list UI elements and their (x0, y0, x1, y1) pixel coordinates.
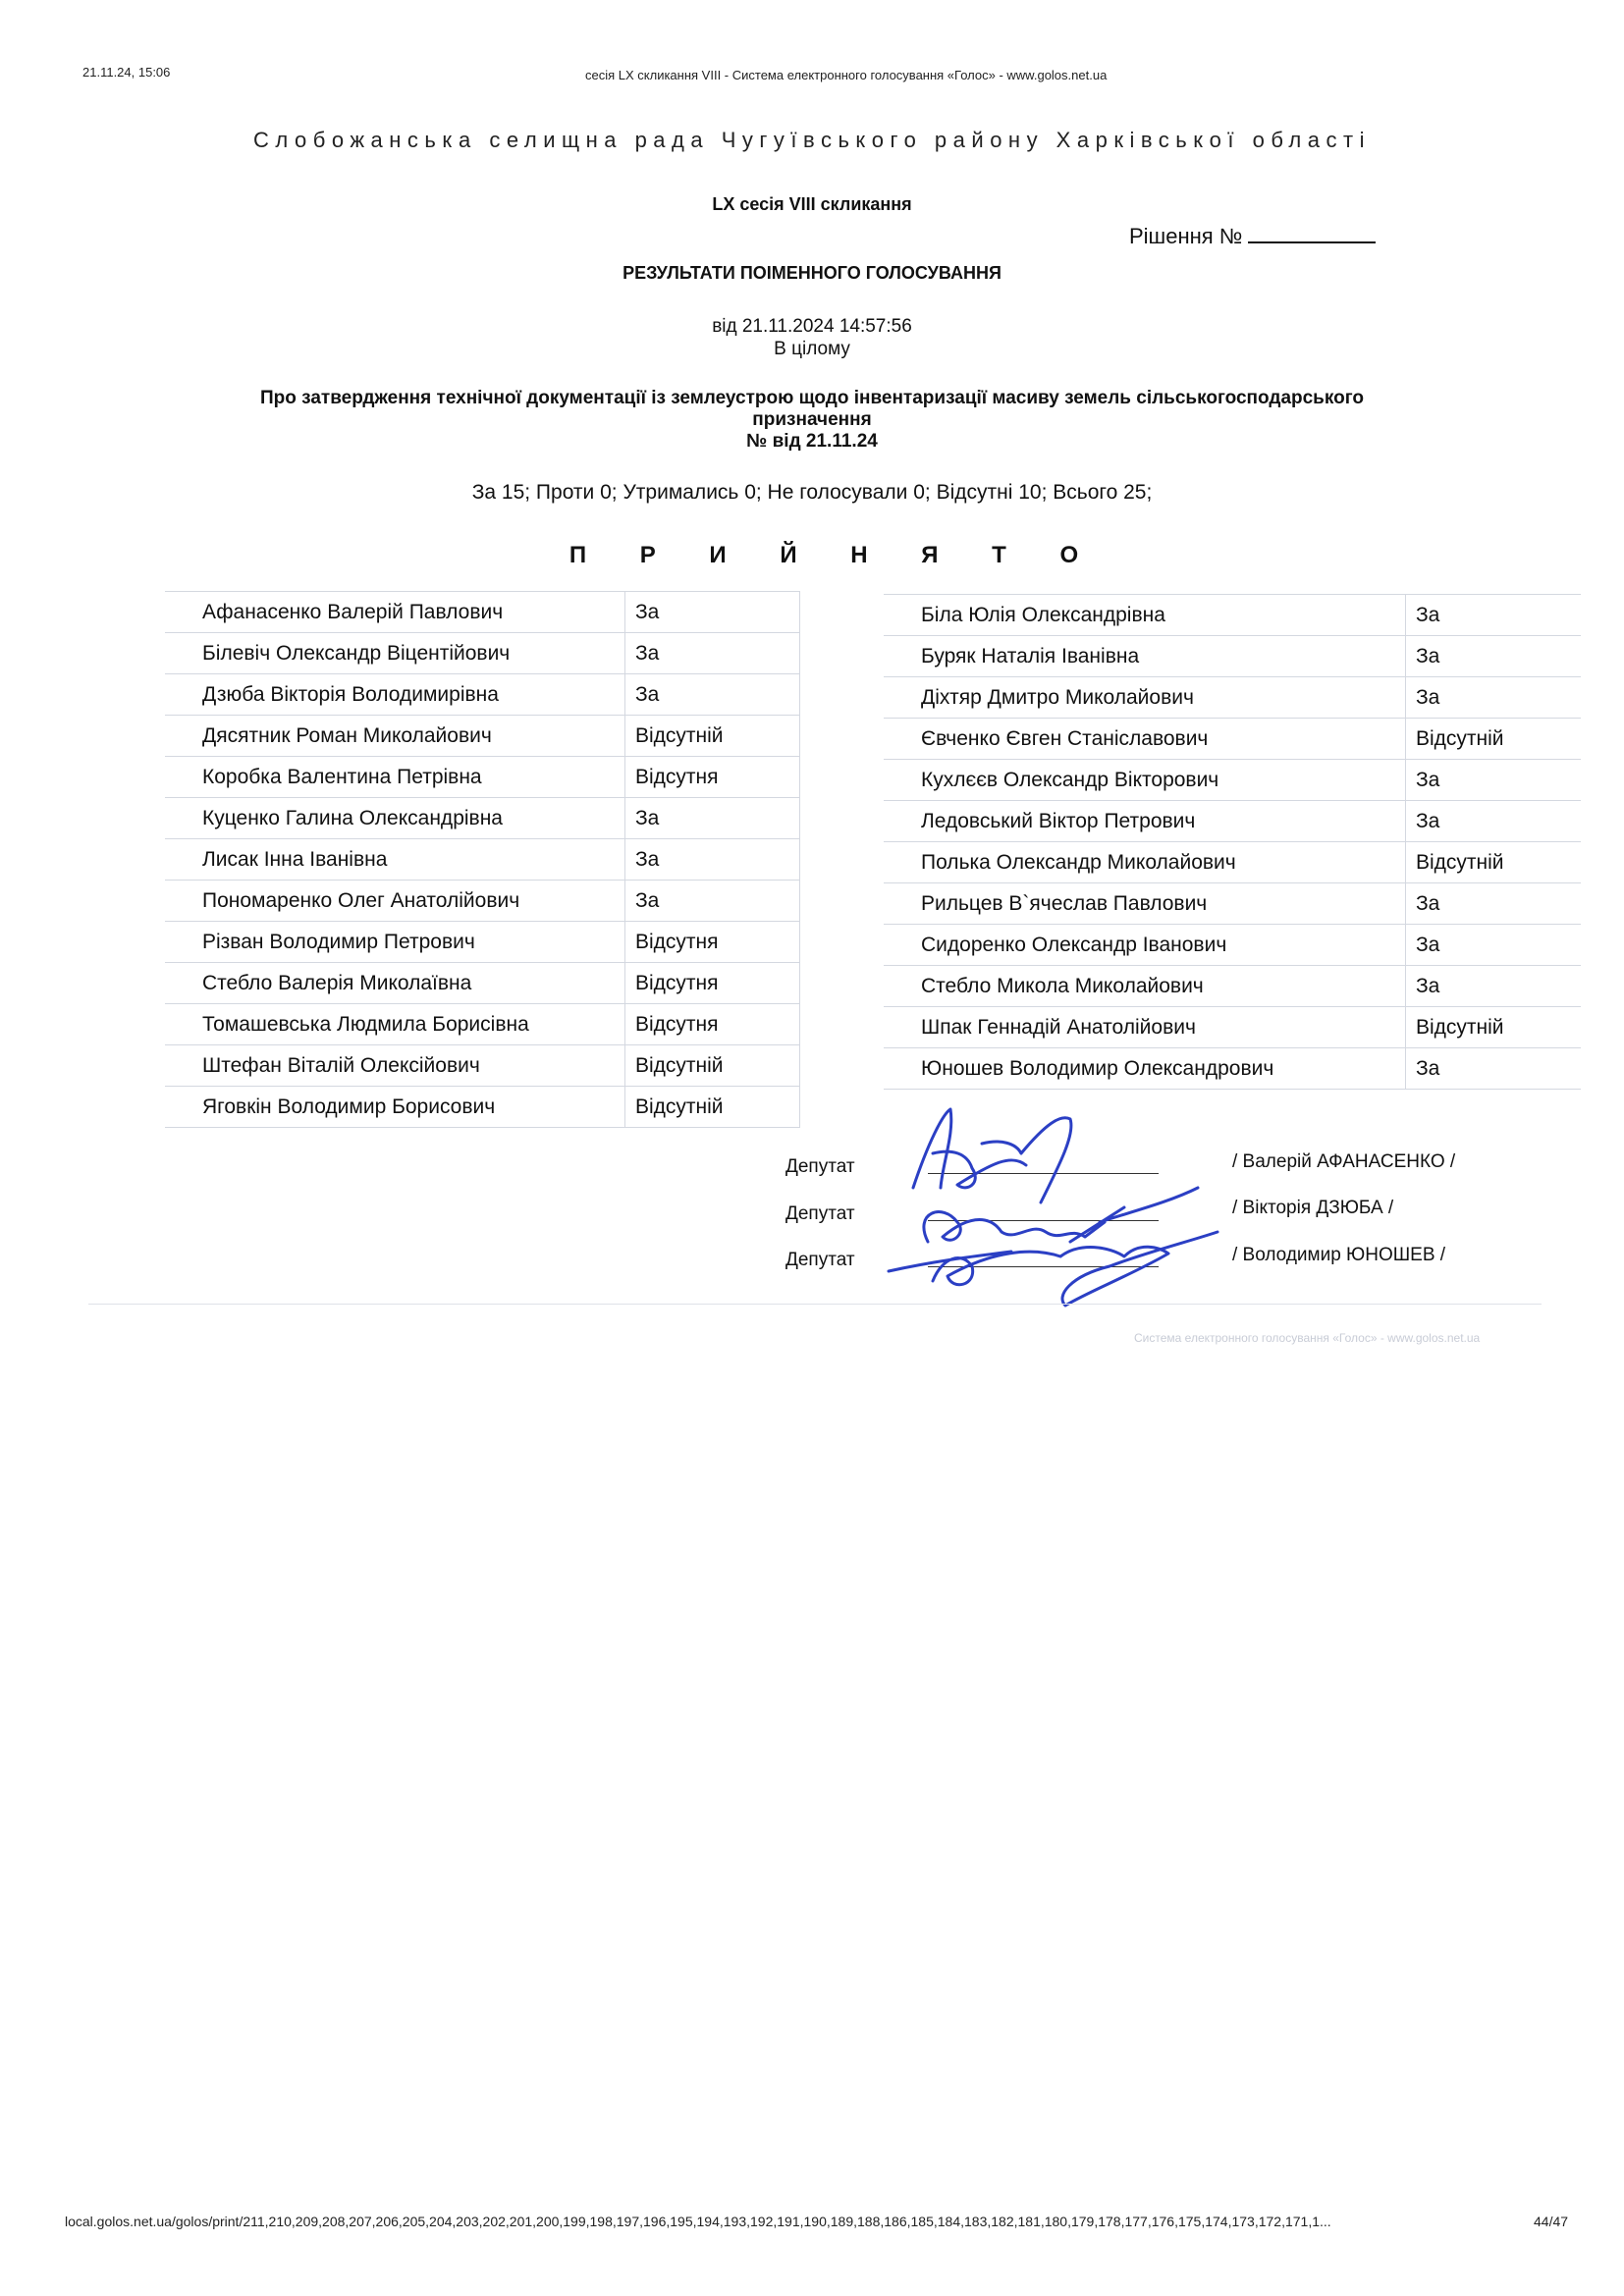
votes-table-left (165, 591, 800, 1128)
vote-row-right (884, 801, 1581, 842)
deputy-vote: За (1406, 966, 1582, 1007)
deputy-name: Євченко Євген Станіславович (884, 719, 1406, 760)
deputy-vote: За (625, 839, 800, 881)
vote-row-left (165, 922, 800, 963)
deputy-name: Куценко Галина Олександрівна (165, 798, 625, 839)
deputy-name: Юношев Володимир Олександрович (884, 1048, 1406, 1090)
votes-table-right (884, 594, 1581, 1090)
vote-row-right (884, 760, 1581, 801)
vote-row-left (165, 592, 800, 633)
signature-yunoshev (889, 1232, 1218, 1306)
deputy-vote: За (1406, 760, 1582, 801)
signatory-role-2: Депутат (785, 1203, 855, 1224)
deputy-name: Коробка Валентина Петрівна (165, 757, 625, 798)
council-title: Слобожанська селищна рада Чугуївського району Харківської області (253, 128, 1371, 152)
deputy-name: Білевіч Олександр Віцентійович (165, 633, 625, 674)
page-number: 44/47 (1534, 2214, 1569, 2229)
deputy-vote: За (1406, 636, 1582, 677)
results-title: РЕЗУЛЬТАТИ ПОІМЕННОГО ГОЛОСУВАННЯ (623, 263, 1001, 283)
deputy-vote: За (1406, 595, 1582, 636)
print-page-title: сесія LX скликання VIII - Система електронного голосування «Голос» - www.golos.net.ua (585, 68, 1108, 82)
vote-row-right (884, 883, 1581, 925)
deputy-name: Дясятник Роман Миколайович (165, 716, 625, 757)
decision-number (1129, 224, 1376, 249)
signature-dzyuba (924, 1188, 1198, 1242)
deputy-name: Діхтяр Дмитро Миколайович (884, 677, 1406, 719)
vote-row-left (165, 674, 800, 716)
vote-row-left (165, 1045, 800, 1087)
deputy-vote: За (1406, 1048, 1582, 1090)
print-timestamp: 21.11.24, 15:06 (82, 65, 171, 80)
vote-summary: За 15; Проти 0; Утримались 0; Не голосували 0; Відсутні 10; Всього 25; (471, 481, 1153, 504)
deputy-vote: За (625, 592, 800, 633)
deputy-name: Різван Володимир Петрович (165, 922, 625, 963)
vote-row-left (165, 798, 800, 839)
vote-scope: В цілому (774, 339, 850, 359)
system-watermark-text: Система електронного голосування «Голос» - www.golos.net.ua (1134, 1331, 1481, 1345)
deputy-name: Афанасенко Валерій Павлович (165, 592, 625, 633)
vote-row-right (884, 842, 1581, 883)
deputy-name: Кухлєєв Олександр Вікторович (884, 760, 1406, 801)
deputy-name: Лисак Інна Іванівна (165, 839, 625, 881)
deputy-name: Томашевська Людмила Борисівна (165, 1004, 625, 1045)
deputy-vote: Відсутній (625, 1045, 800, 1087)
deputy-name: Пономаренко Олег Анатолійович (165, 881, 625, 922)
vote-row-left (165, 881, 800, 922)
vote-subject (196, 388, 1428, 453)
vote-row-right (884, 966, 1581, 1007)
vote-row-left (165, 1004, 800, 1045)
deputy-name: Дзюба Вікторія Володимирівна (165, 674, 625, 716)
decision-label: Рішення № (1129, 224, 1243, 248)
deputy-vote: За (625, 633, 800, 674)
deputy-name: Буряк Наталія Іванівна (884, 636, 1406, 677)
deputy-name: Ледовський Віктор Петрович (884, 801, 1406, 842)
deputy-vote: За (625, 798, 800, 839)
deputy-name: Стебло Микола Миколайович (884, 966, 1406, 1007)
deputy-name: Штефан Віталій Олексійович (165, 1045, 625, 1087)
deputy-vote: Відсутня (625, 757, 800, 798)
bottom-divider (88, 1304, 1542, 1305)
decision-number-blank (1248, 228, 1376, 243)
deputy-vote: За (1406, 883, 1582, 925)
session-title: LX сесія VIII скликання (712, 194, 912, 214)
vote-row-left (165, 1087, 800, 1128)
vote-row-right (884, 677, 1581, 719)
deputy-vote: Відсутній (1406, 719, 1582, 760)
vote-row-right (884, 925, 1581, 966)
print-url: local.golos.net.ua/golos/print/211,210,209,208,207,206,205,204,203,202,201,200,199,198,197,196,195,194,193,192,191,190,189,188,186,185,184,183,182,181,180,179,178,177,176,175,174,173,172,171,1... (65, 2214, 1331, 2229)
deputy-name: Рильцев В`ячеслав Павлович (884, 883, 1406, 925)
vote-row-left (165, 963, 800, 1004)
signatory-role-3: Депутат (785, 1250, 855, 1270)
deputy-vote: Відсутній (625, 716, 800, 757)
deputy-vote: Відсутній (1406, 1007, 1582, 1048)
deputy-name: Стебло Валерія Миколаївна (165, 963, 625, 1004)
vote-result: П Р И Й Н Я Т О (568, 542, 1103, 568)
deputy-name: Шпак Геннадій Анатолійович (884, 1007, 1406, 1048)
vote-row-left (165, 716, 800, 757)
vote-row-left (165, 757, 800, 798)
signatory-name-2: / Вікторія ДЗЮБА / (1232, 1198, 1394, 1218)
signatory-name-3: / Володимир ЮНОШЕВ / (1232, 1245, 1446, 1265)
deputy-name: Сидоренко Олександр Іванович (884, 925, 1406, 966)
vote-row-right (884, 595, 1581, 636)
vote-row-right (884, 1007, 1581, 1048)
vote-row-right (884, 636, 1581, 677)
deputy-vote: За (1406, 801, 1582, 842)
handwritten-signatures (874, 1095, 1237, 1320)
vote-row-right (884, 719, 1581, 760)
vote-row-left (165, 839, 800, 881)
deputy-name: Полька Олександр Миколайович (884, 842, 1406, 883)
signatory-name-1: / Валерій АФАНАСЕНКО / (1232, 1151, 1456, 1172)
deputy-vote: За (625, 674, 800, 716)
deputy-name: Біла Юлія Олександрівна (884, 595, 1406, 636)
signatory-role-1: Депутат (785, 1156, 855, 1177)
signature-afanasenko (913, 1109, 1071, 1202)
vote-row-left (165, 633, 800, 674)
subject-line-3: № від 21.11.24 (746, 431, 878, 452)
deputy-vote: Відсутній (625, 1087, 800, 1128)
deputy-vote: За (1406, 677, 1582, 719)
subject-line-1: Про затвердження технічної документації із землеустрою щодо інвентаризації масиву земель сільськогосподарського (260, 388, 1364, 408)
deputy-vote: Відсутня (625, 963, 800, 1004)
vote-date: від 21.11.2024 14:57:56 (712, 316, 912, 337)
deputy-vote: За (1406, 925, 1582, 966)
deputy-vote: Відсутній (1406, 842, 1582, 883)
subject-line-2: призначення (752, 409, 872, 430)
deputy-vote: За (625, 881, 800, 922)
deputy-vote: Відсутня (625, 1004, 800, 1045)
deputy-vote: Відсутня (625, 922, 800, 963)
vote-row-right (884, 1048, 1581, 1090)
deputy-name: Яговкін Володимир Борисович (165, 1087, 625, 1128)
